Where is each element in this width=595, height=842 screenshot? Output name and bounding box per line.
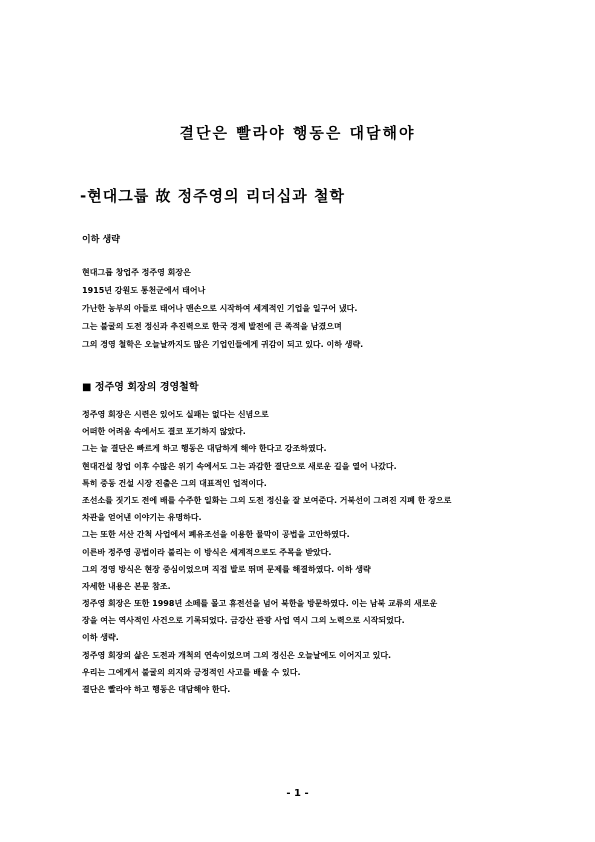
- section-heading: ■ 정주영 회장의 경영철학: [82, 382, 199, 393]
- closing-line: 정주영 회장의 삶은 도전과 개척의 연속이었으며 그의 정신은 오늘날에도 이어지고 있다.: [82, 650, 392, 660]
- intro-line: 그의 경영 철학은 오늘날까지도 많은 기업인들에게 귀감이 되고 있다. 이하 생략.: [82, 340, 364, 349]
- body-line: 그의 경영 방식은 현장 중심이었으며 직접 발로 뛰며 문제를 해결하였다. 이하 생략: [82, 564, 371, 574]
- document-title: 결단은 빨라야 행동은 대담해야: [179, 124, 416, 142]
- closing-line: 결단은 빨라야 하고 행동은 대담해야 한다.: [82, 685, 231, 694]
- intro-line: 1915년 강원도 통천군에서 태어나: [82, 286, 206, 295]
- body-line: 이른바 정주영 공법이라 불리는 이 방식은 세계적으로도 주목을 받았다.: [82, 547, 332, 557]
- body-line: 현대건설 창업 이후 수많은 위기 속에서도 그는 과감한 결단으로 새로운 길을 열어 나갔다.: [82, 461, 397, 471]
- body-line: 자세한 내용은 본문 참조.: [82, 581, 171, 591]
- intro-line: 가난한 농부의 아들로 태어나 맨손으로 시작하여 세계적인 기업을 일구어 냈다.: [82, 304, 358, 313]
- body-line: 정주영 회장은 또한 1998년 소떼를 몰고 휴전선을 넘어 북한을 방문하였다. 이는 남북 교류의 새로운: [82, 599, 438, 609]
- body-line: 그는 또한 서산 간척 사업에서 폐유조선을 이용한 물막이 공법을 고안하였다.: [82, 530, 350, 540]
- body-line: 정주영 회장은 시련은 있어도 실패는 없다는 신념으로: [82, 410, 269, 419]
- body-line: 차관을 얻어낸 이야기는 유명하다.: [82, 513, 202, 523]
- intro-line: 그는 불굴의 도전 정신과 추진력으로 한국 경제 발전에 큰 족적을 남겼으며: [82, 322, 342, 331]
- document-subtitle: -현대그룹 故 정주영의 리더십과 철학: [80, 187, 345, 205]
- body-line: 그는 늘 결단은 빠르게 하고 행동은 대담하게 해야 한다고 강조하였다.: [82, 444, 327, 454]
- body-line: 조선소를 짓기도 전에 배를 수주한 일화는 그의 도전 정신을 잘 보여준다. 거북선이 그려진 지폐 한 장으로: [82, 495, 452, 505]
- body-line: 장을 여는 역사적인 사건으로 기록되었다. 금강산 관광 사업 역시 그의 노력으로 시작되었다.: [82, 616, 405, 626]
- body-line: 특히 중동 건설 시장 진출은 그의 대표적인 업적이다.: [82, 478, 267, 488]
- body-line: 어떠한 어려움 속에서도 결코 포기하지 않았다.: [82, 427, 246, 437]
- body-line: 이하 생략.: [82, 633, 119, 643]
- closing-line: 우리는 그에게서 불굴의 의지와 긍정적인 사고를 배울 수 있다.: [82, 667, 301, 677]
- body-paragraphs: [82, 410, 512, 702]
- intro-paragraph: [82, 268, 512, 358]
- author-line: 이하 생략: [82, 235, 120, 245]
- intro-line: 현대그룹 창업주 정주영 회장은: [82, 268, 191, 277]
- page-number: - 1 -: [286, 788, 309, 799]
